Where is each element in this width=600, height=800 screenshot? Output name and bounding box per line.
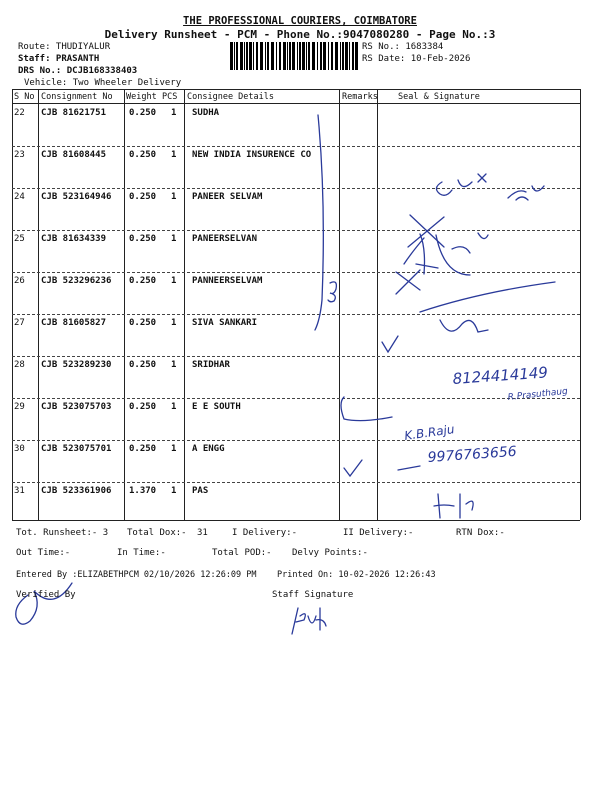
- pen-stroke: [328, 282, 336, 302]
- sno-cell: 28: [14, 360, 25, 370]
- consignment-cell: CJB 523296236: [41, 276, 112, 286]
- consignee-cell: PAS: [192, 486, 209, 496]
- weight-cell: 0.250: [129, 234, 157, 244]
- handwritten-name-1: R.Prasuthaug: [507, 386, 569, 403]
- consignee-cell: SUDHA: [192, 108, 220, 118]
- consignment-cell: CJB 523075703: [41, 402, 112, 412]
- pen-stroke: [434, 494, 473, 518]
- pcs-cell: 1: [171, 150, 177, 160]
- col-header-pcs: PCS: [162, 92, 178, 102]
- consignee-cell: NEW INDIA INSURENCE CO: [192, 150, 312, 160]
- pcs-cell: 1: [171, 486, 177, 496]
- pen-stroke: [440, 320, 488, 332]
- consignment-cell: CJB 523164946: [41, 192, 112, 202]
- weight-cell: 0.250: [129, 444, 157, 454]
- total-dox-value: 31: [197, 528, 208, 538]
- staff-label: Staff: PRASANTH: [18, 54, 100, 64]
- staff-signature-stroke: [292, 608, 326, 634]
- sno-cell: 26: [14, 276, 25, 286]
- company-title: THE PROFESSIONAL COURIERS, COIMBATORE: [183, 15, 417, 27]
- weight-cell: 1.370: [129, 486, 157, 496]
- pen-stroke: [315, 115, 323, 330]
- consignment-cell: CJB 81608445: [41, 150, 107, 160]
- weight-cell: 0.250: [129, 318, 157, 328]
- col-header-consignment: Consignment No: [41, 92, 113, 102]
- col-header-remarks: Remarks: [342, 92, 378, 102]
- pcs-cell: 1: [171, 444, 177, 454]
- pen-stroke: [404, 234, 438, 274]
- weight-cell: 0.250: [129, 402, 157, 412]
- pen-stroke: [508, 186, 544, 200]
- consignment-cell: CJB 81634339: [41, 234, 107, 244]
- consignee-cell: E E SOUTH: [192, 402, 241, 412]
- total-dox-label: Total Dox:-: [127, 528, 187, 538]
- consignment-cell: CJB 523075701: [41, 444, 112, 454]
- out-time: Out Time:-: [16, 548, 71, 558]
- consignee-cell: SIVA SANKARI: [192, 318, 258, 328]
- sno-cell: 27: [14, 318, 25, 328]
- consignee-cell: A ENGG: [192, 444, 225, 454]
- delvy-points: Delvy Points:-: [292, 548, 368, 558]
- consignee-cell: PANEERSELVAN: [192, 234, 258, 244]
- col-header-weight: Weight: [126, 92, 157, 102]
- pcs-cell: 1: [171, 192, 177, 202]
- runsheet-subtitle: Delivery Runsheet - PCM - Phone No.:9047080280 - Page No.:3: [104, 28, 496, 41]
- pcs-cell: 1: [171, 234, 177, 244]
- handwritten-name-2: K.B.Raju: [403, 422, 456, 443]
- pen-stroke: [436, 174, 486, 195]
- pcs-cell: 1: [171, 360, 177, 370]
- pcs-cell: 1: [171, 318, 177, 328]
- sno-cell: 23: [14, 150, 25, 160]
- pen-stroke: [341, 397, 392, 421]
- pen-stroke: [344, 460, 362, 476]
- pen-stroke: [382, 336, 398, 352]
- handwritten-phone-1: 8124414149: [452, 363, 549, 388]
- tot-runsheet: Tot. Runsheet:- 3: [16, 528, 109, 538]
- sno-cell: 24: [14, 192, 25, 202]
- consignment-cell: CJB 523289230: [41, 360, 112, 370]
- rs-number: RS No.: 1683384: [362, 42, 444, 52]
- weight-cell: 0.250: [129, 150, 157, 160]
- pcs-cell: 1: [171, 276, 177, 286]
- weight-cell: 0.250: [129, 192, 157, 202]
- printed-on: Printed On: 10-02-2026 12:26:43: [277, 570, 436, 580]
- handwritten-phone-2: 9976763656: [427, 443, 518, 466]
- consignee-cell: SRIDHAR: [192, 360, 230, 370]
- vehicle-label: Vehicle: Two Wheeler Delivery: [24, 78, 182, 88]
- in-time: In Time:-: [117, 548, 166, 558]
- rtn-dox: RTN Dox:-: [456, 528, 505, 538]
- entered-by: Entered By :ELIZABETHPCM 02/10/2026 12:26:09 PM: [16, 570, 257, 580]
- route-label: Route: THUDIYALUR: [18, 42, 111, 52]
- weight-cell: 0.250: [129, 276, 157, 286]
- total-pod: Total POD:-: [212, 548, 272, 558]
- pen-stroke: [436, 233, 488, 275]
- ii-delivery: II Delivery:-: [343, 528, 414, 538]
- consignee-cell: PANEER SELVAM: [192, 192, 263, 202]
- col-header-consignee: Consignee Details: [187, 92, 274, 102]
- weight-cell: 0.250: [129, 360, 157, 370]
- drs-number: DRS No.: DCJB168338403: [18, 66, 138, 76]
- pen-stroke: [408, 215, 444, 247]
- sno-cell: 22: [14, 108, 25, 118]
- consignment-cell: CJB 81621751: [41, 108, 107, 118]
- consignee-cell: PANNEERSELVAM: [192, 276, 263, 286]
- verified-by: Verified By: [16, 590, 76, 600]
- weight-cell: 0.250: [129, 108, 157, 118]
- pcs-cell: 1: [171, 108, 177, 118]
- sno-cell: 31: [14, 486, 25, 496]
- sno-cell: 30: [14, 444, 25, 454]
- rs-date: RS Date: 10-Feb-2026: [362, 54, 471, 64]
- consignment-cell: CJB 81605827: [41, 318, 107, 328]
- col-header-seal: Seal & Signature: [398, 92, 480, 102]
- sno-cell: 25: [14, 234, 25, 244]
- pen-stroke: [420, 282, 555, 312]
- staff-signature-label: Staff Signature: [272, 590, 354, 600]
- consignment-cell: CJB 523361906: [41, 486, 112, 496]
- pcs-cell: 1: [171, 402, 177, 412]
- pen-stroke: [396, 270, 420, 294]
- pen-stroke: [398, 466, 420, 470]
- sno-cell: 29: [14, 402, 25, 412]
- col-header-sno: S No: [14, 92, 35, 102]
- i-delivery: I Delivery:-: [232, 528, 298, 538]
